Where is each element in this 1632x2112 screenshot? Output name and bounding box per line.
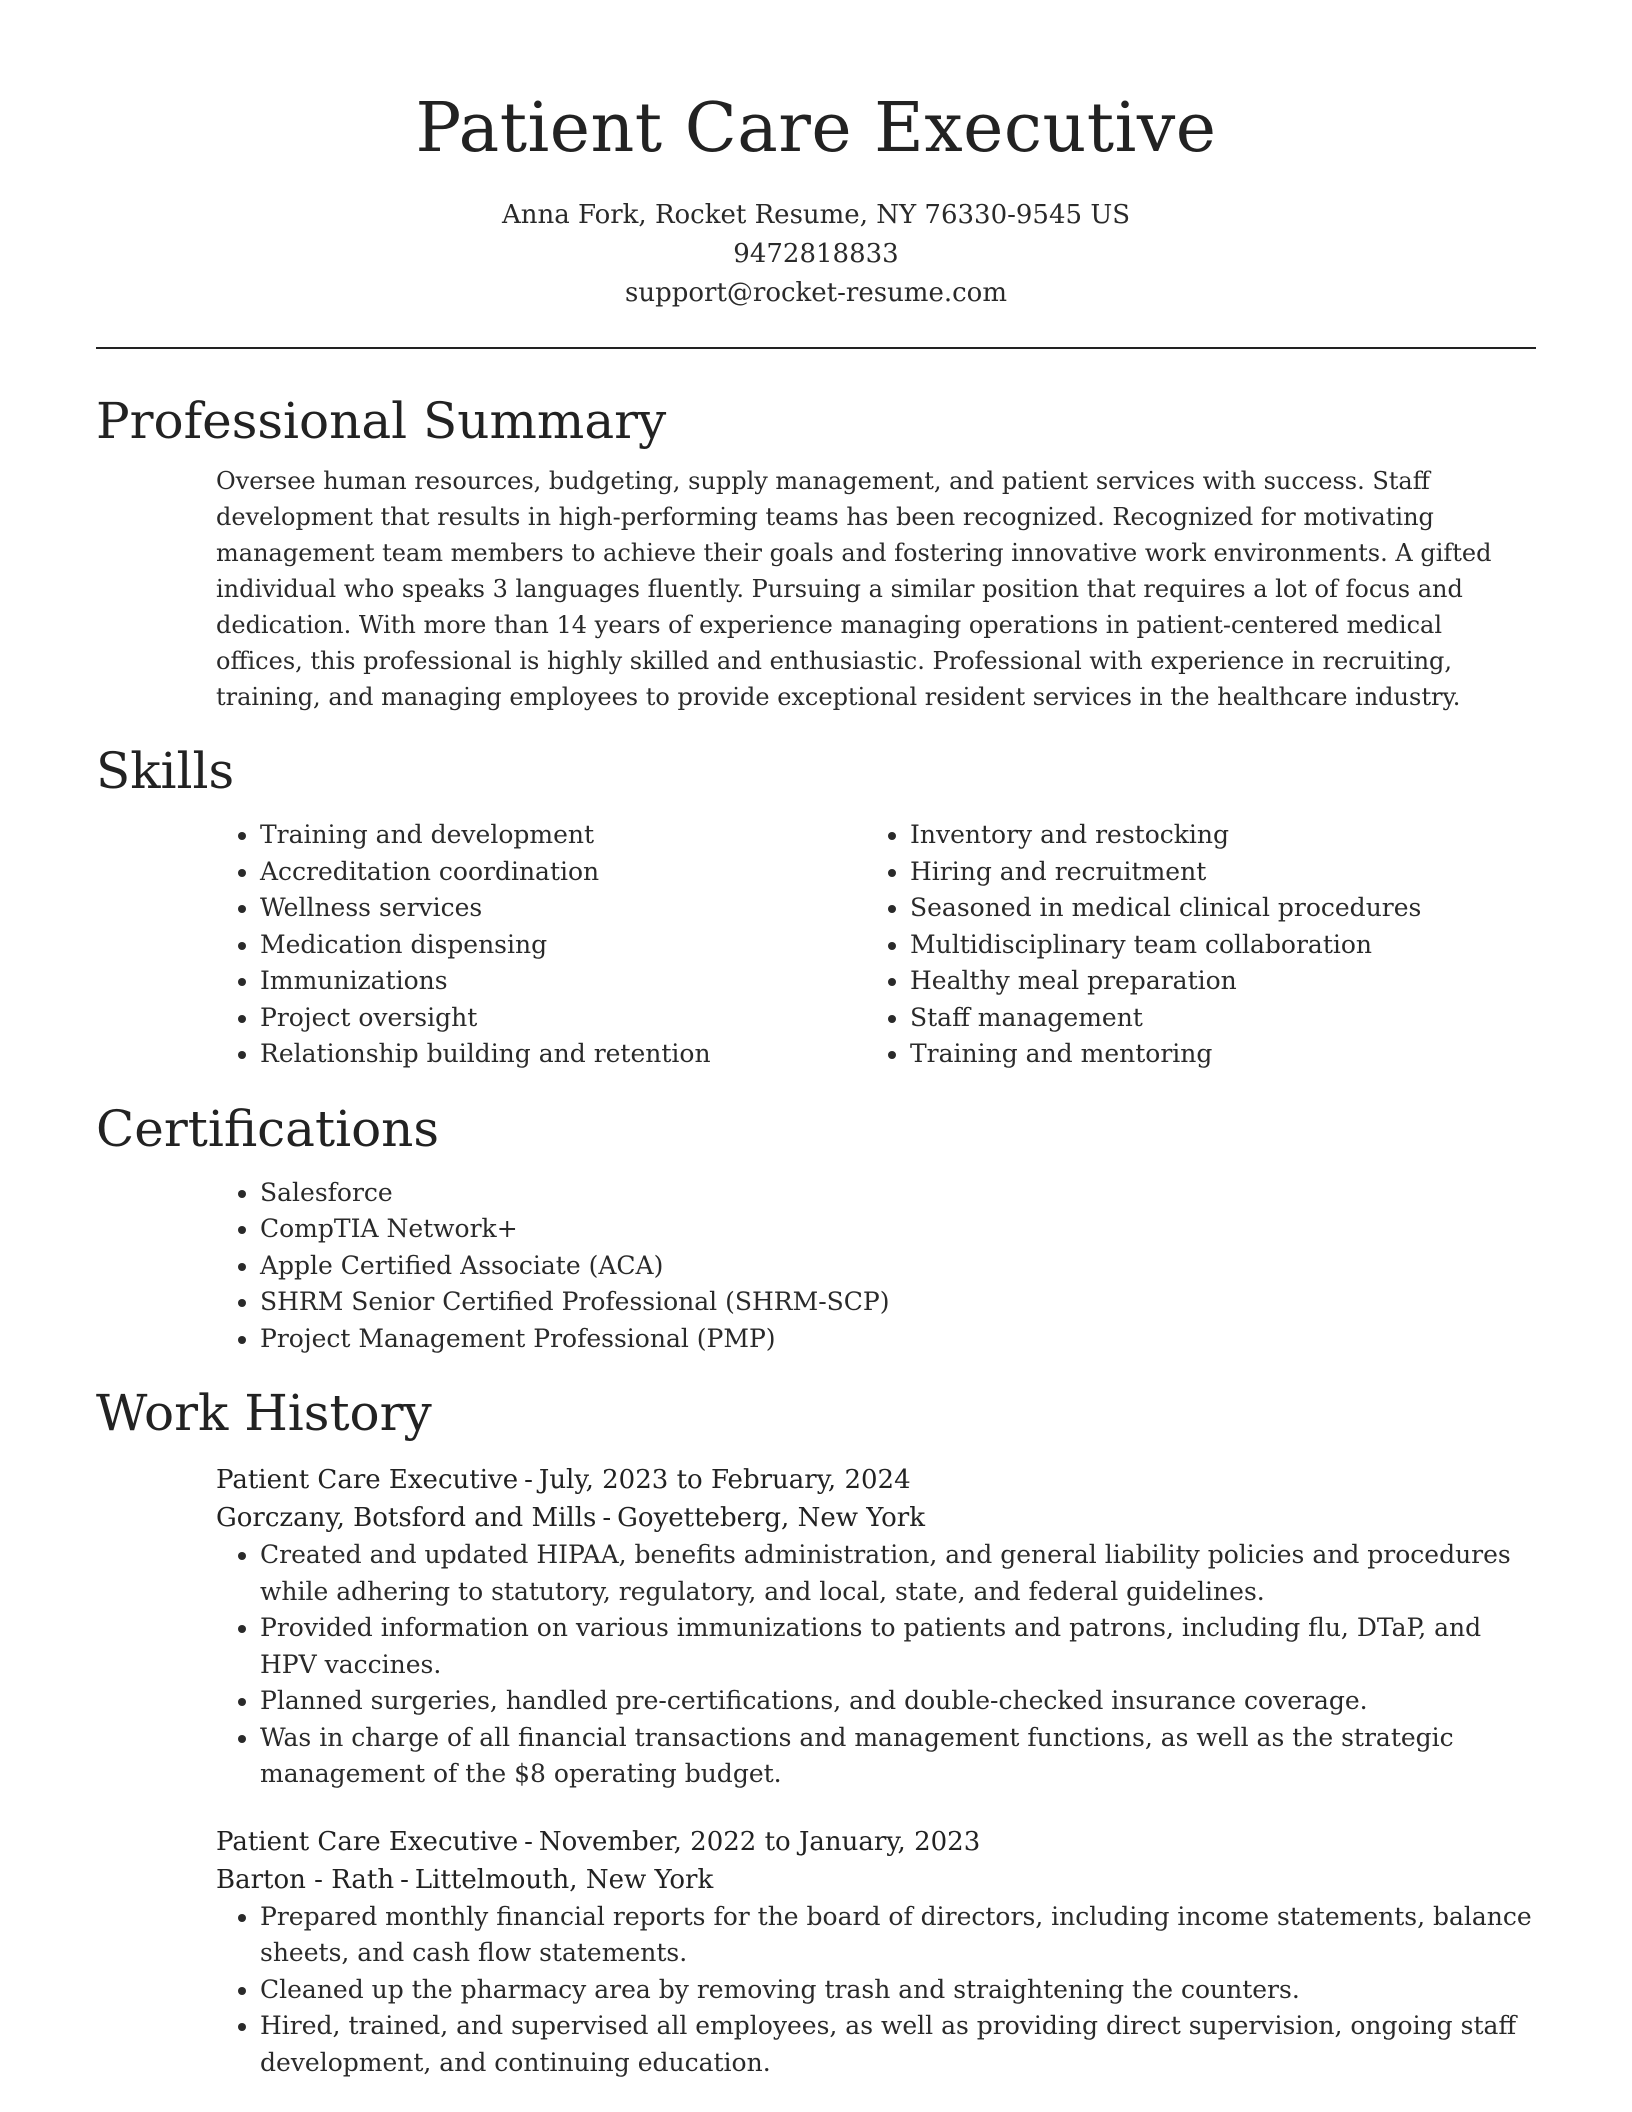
job-title: Patient Care Executive xyxy=(216,1826,519,1857)
job-bullet: • Hired, trained, and supervised all employees, as well as providing direct supervision, ongoing staff development, and continuing education. xyxy=(260,2008,1536,2081)
resume-header xyxy=(96,0,1536,313)
skills-heading: Skills xyxy=(96,742,235,800)
skill-item: • Project oversight xyxy=(260,1000,866,1037)
summary-text: Oversee human resources, budgeting, supply management, and patient services with success. Staff development that results in high-performing teams has been recognized. Recognized for motivating management team members to achieve their goals and fostering innovative work environments. A gifted individual who speaks 3 languages fluently. Pursuing a similar position that requires a lot of focus and dedication. With more than 14 years of experience managing operations in patient-centered medical offices, this professional is highly skilled and enthusiastic. Professional with experience in recruiting, training, and managing employees to provide exceptional resident services in the healthcare industry. xyxy=(216,467,1492,711)
skill-item: • Hiring and recruitment xyxy=(910,854,1516,891)
header-divider xyxy=(96,347,1536,349)
job-bullet: • Created and updated HIPAA, benefits administration, and general liability policies and procedures while adhering to statutory, regulatory, and local, state, and federal guidelines. xyxy=(260,1537,1536,1610)
certifications-section xyxy=(96,1097,1536,1358)
skill-item: • Immunizations xyxy=(260,963,866,1000)
resume-page xyxy=(96,0,1536,2081)
job-bullet: • Was in charge of all financial transactions and management functions, as well as the strategic management of the $8 operating budget. xyxy=(260,1720,1536,1793)
job-bullets xyxy=(216,1899,1536,2082)
contact-address: Anna Fork, Rocket Resume, NY 76330-9545 US xyxy=(501,200,1131,230)
summary-heading: Professional Summary xyxy=(96,392,667,450)
job-entry xyxy=(216,1823,1536,2082)
job-title-line xyxy=(216,1461,1536,1499)
job-company-line xyxy=(216,1861,1536,1899)
job-dates: November, 2022 to January, 2023 xyxy=(538,1826,981,1857)
job-bullet: • Planned surgeries, handled pre-certifications, and double-checked insurance coverage. xyxy=(260,1683,1536,1720)
skill-item: • Training and development xyxy=(260,817,866,854)
separator-dash: - xyxy=(524,1465,533,1495)
contact-phone: 9472818833 xyxy=(733,239,899,269)
contact-email: support@rocket-resume.com xyxy=(624,278,1007,308)
skill-item: • Training and mentoring xyxy=(910,1036,1516,1073)
skills-column-left xyxy=(216,817,866,1073)
job-bullet: • Provided information on various immunizations to patients and patrons, including flu, DTaP, and HPV vaccines. xyxy=(260,1610,1536,1683)
certification-item: • SHRM Senior Certified Professional (SHRM-SCP) xyxy=(260,1284,1536,1321)
resume-title: Patient Care Executive xyxy=(415,89,1217,168)
job-bullet: • Cleaned up the pharmacy area by removing trash and straightening the counters. xyxy=(260,1972,1536,2009)
job-company: Gorczany, Botsford and Mills xyxy=(216,1503,597,1533)
job-bullet: • Prepared monthly financial reports for the board of directors, including income statements, balance sheets, and cash flow statements. xyxy=(260,1899,1536,1972)
separator-dash: - xyxy=(602,1503,612,1533)
job-location: Goyetteberg, New York xyxy=(617,1503,925,1533)
separator-dash: - xyxy=(400,1864,409,1895)
skill-item: • Multidisciplinary team collaboration xyxy=(910,927,1516,964)
contact-block xyxy=(96,196,1536,313)
job-dates: July, 2023 to February, 2024 xyxy=(538,1465,911,1495)
skill-item: • Medication dispensing xyxy=(260,927,866,964)
summary-section xyxy=(96,389,1536,715)
skill-item: • Relationship building and retention xyxy=(260,1036,866,1073)
skill-item: • Inventory and restocking xyxy=(910,817,1516,854)
job-company: Barton - Rath xyxy=(216,1864,395,1895)
certification-item: • CompTIA Network+ xyxy=(260,1211,1536,1248)
work-history-heading: Work History xyxy=(96,1384,432,1442)
skill-item: • Seasoned in medical clinical procedures xyxy=(910,890,1516,927)
skill-item: • Staff management xyxy=(910,1000,1516,1037)
job-entry xyxy=(216,1461,1536,1793)
skills-section xyxy=(96,739,1536,1073)
certification-item: • Apple Certified Associate (ACA) xyxy=(260,1248,1536,1285)
separator-dash: - xyxy=(524,1826,533,1857)
work-history-section xyxy=(96,1381,1536,2081)
job-bullets xyxy=(216,1537,1536,1793)
job-location: Littelmouth, New York xyxy=(414,1864,714,1895)
certification-item: • Project Management Professional (PMP) xyxy=(260,1321,1536,1358)
job-title: Patient Care Executive xyxy=(216,1465,519,1495)
skill-item: • Healthy meal preparation xyxy=(910,963,1516,1000)
skills-column-right xyxy=(866,817,1516,1073)
job-title-line xyxy=(216,1823,1536,1861)
skill-item: • Accreditation coordination xyxy=(260,854,866,891)
certifications-list xyxy=(216,1175,1536,1358)
certifications-heading: Certifications xyxy=(96,1099,440,1158)
job-company-line xyxy=(216,1499,1536,1537)
skill-item: • Wellness services xyxy=(260,890,866,927)
skills-columns xyxy=(216,817,1536,1073)
certification-item: • Salesforce xyxy=(260,1175,1536,1212)
